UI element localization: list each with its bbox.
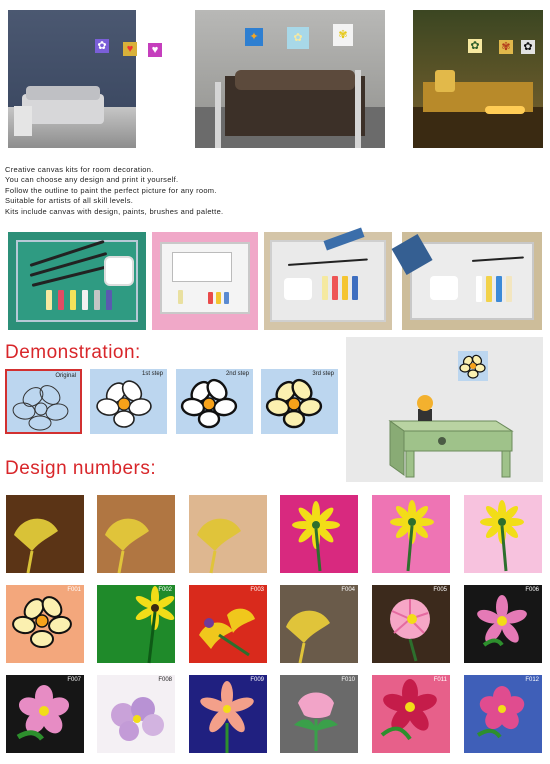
demo-step-3 — [261, 369, 338, 434]
design-code: F001 — [67, 587, 81, 593]
kit-photo-pink — [152, 232, 258, 330]
design-tile-f012[interactable] — [464, 675, 542, 753]
wall-art-icon: ✿ — [95, 39, 109, 53]
design-tile-f009[interactable] — [189, 675, 267, 753]
intro-line: Kits include canvas with design, paints, brushes and palette. — [5, 206, 224, 216]
design-tile[interactable] — [280, 495, 358, 573]
demo-step-label: 3rd step — [312, 371, 334, 377]
design-tile-f008[interactable] — [97, 675, 175, 753]
intro-line: Suitable for artists of all skill levels. — [5, 196, 134, 206]
wall-art-icon: ✿ — [521, 40, 535, 54]
design-tile-f011[interactable] — [372, 675, 450, 753]
design-tile[interactable] — [97, 495, 175, 573]
wall-art-icon: ✾ — [499, 40, 513, 54]
design-code: F006 — [525, 587, 539, 593]
design-code: F008 — [158, 677, 172, 683]
design-code: F007 — [67, 677, 81, 683]
intro-line: You can choose any design and print it yourself. — [5, 175, 179, 185]
design-tile-f004[interactable] — [280, 585, 358, 663]
wall-art-icon: ✿ — [468, 39, 482, 53]
design-tile-f003[interactable] — [189, 585, 267, 663]
kit-photo-green — [8, 232, 146, 330]
demonstration-heading: Demonstration: — [5, 342, 141, 363]
design-code: F011 — [433, 677, 447, 683]
design-tile-f007[interactable] — [6, 675, 84, 753]
room-photo-living — [8, 10, 159, 148]
kit-photo-white — [264, 232, 392, 330]
design-tile[interactable] — [6, 495, 84, 573]
design-tile[interactable] — [189, 495, 267, 573]
design-tile[interactable] — [464, 495, 542, 573]
intro-line: Creative canvas kits for room decoration. — [5, 165, 154, 174]
demo-step-label: 1st step — [141, 371, 163, 377]
wall-art-icon: ♥ — [148, 43, 162, 57]
demo-step-label: Original — [55, 373, 76, 379]
intro-line: Follow the outline to paint the perfect picture for any room. — [5, 185, 217, 195]
wall-art-icon: ♥ — [123, 42, 137, 56]
design-tile-f006[interactable] — [464, 585, 542, 663]
design-tile[interactable] — [372, 495, 450, 573]
design-code: F004 — [341, 587, 355, 593]
design-tile-f002[interactable] — [97, 585, 175, 663]
demo-room-illustration — [346, 337, 543, 482]
design-code: F012 — [525, 677, 539, 683]
design-code: F002 — [158, 587, 172, 593]
design-tile-f001[interactable] — [6, 585, 84, 663]
demo-step-1 — [90, 369, 167, 434]
design-tile-f010[interactable] — [280, 675, 358, 753]
demo-step-2 — [176, 369, 253, 434]
design-numbers-heading: Design numbers: — [5, 458, 157, 479]
design-code: F005 — [433, 587, 447, 593]
design-tile-f005[interactable] — [372, 585, 450, 663]
demo-step-original — [5, 369, 82, 434]
demo-step-label: 2nd step — [225, 371, 249, 377]
wall-art-icon: ✦ — [245, 28, 263, 46]
intro-text — [5, 165, 325, 217]
design-code: F003 — [250, 587, 264, 593]
room-photo-dining — [413, 10, 543, 148]
kit-photo-wood — [402, 232, 542, 330]
design-code: F010 — [341, 677, 355, 683]
design-code: F009 — [250, 677, 264, 683]
wall-art-icon: ✾ — [333, 24, 353, 46]
wall-art-icon: ✿ — [287, 27, 309, 49]
room-photo-bedroom — [195, 10, 385, 148]
